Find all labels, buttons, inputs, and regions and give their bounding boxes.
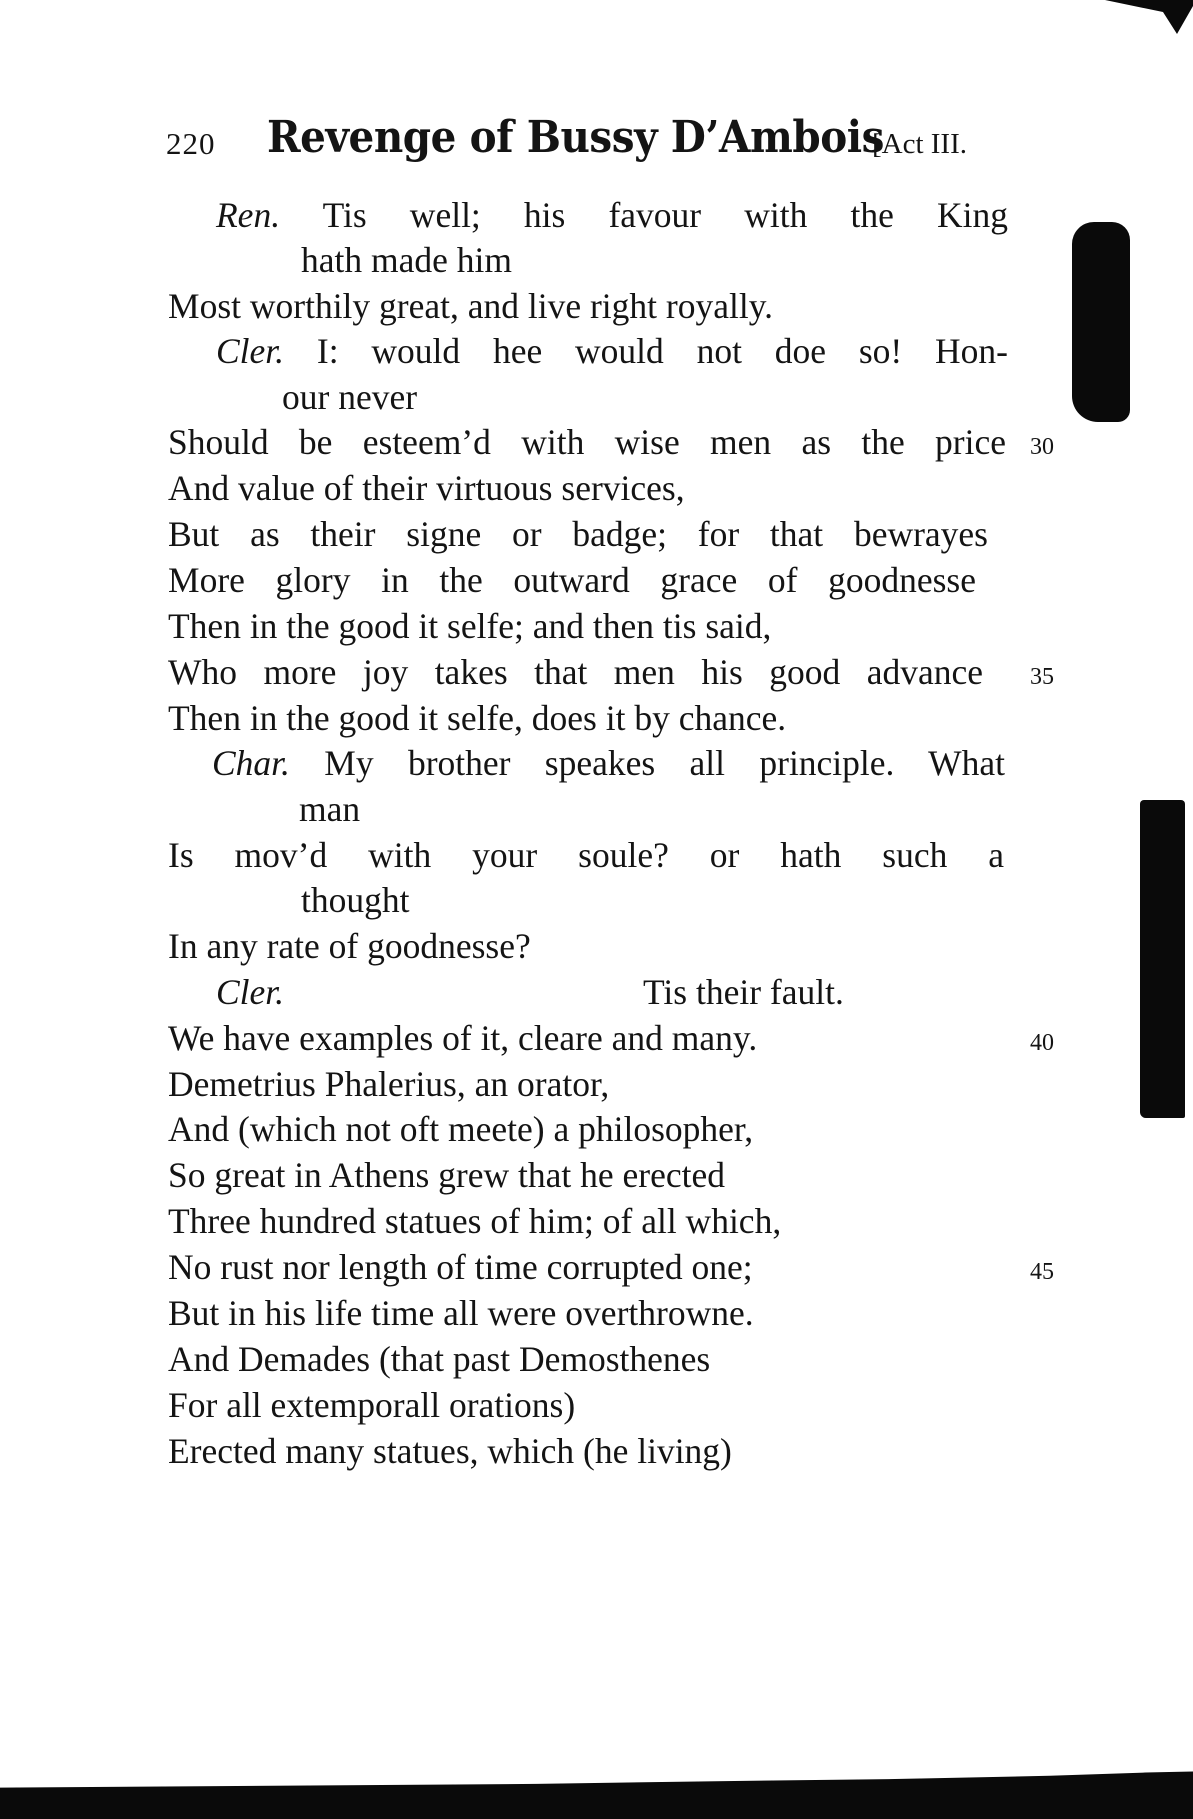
running-title: Revenge of Bussy D’Ambois bbox=[267, 112, 885, 163]
verse-line: Cler. Tis their fault. bbox=[216, 972, 844, 1012]
verse-line: We have examples of it, cleare and many. bbox=[168, 1018, 758, 1058]
verse-line: Then in the good it selfe, does it by chance. bbox=[168, 698, 787, 738]
verse-line: Cler. I: would hee would not doe so! Hon- bbox=[216, 331, 1008, 371]
verse-line: Three hundred statues of him; of all which, bbox=[168, 1201, 782, 1241]
speaker-name: Cler. bbox=[216, 972, 285, 1012]
line-number: 35 bbox=[1030, 664, 1054, 690]
speaker-name: Ren. bbox=[216, 195, 281, 235]
scan-edge-mark-middle bbox=[1140, 800, 1185, 1118]
scan-edge-mark-upper bbox=[1072, 222, 1130, 422]
line-number: 40 bbox=[1030, 1030, 1054, 1056]
verse-line: Then in the good it selfe; and then tis said, bbox=[168, 606, 772, 646]
verse-line: Most worthily great, and live right royally. bbox=[168, 286, 774, 326]
running-header bbox=[166, 112, 1026, 172]
verse-line: Erected many statues, which (he living) bbox=[168, 1431, 732, 1471]
verse-line: Demetrius Phalerius, an orator, bbox=[168, 1064, 610, 1104]
verse-line: Ren. Tis well; his favour with the King bbox=[216, 195, 1008, 235]
verse-line: More glory in the outward grace of goodnesse bbox=[168, 560, 976, 600]
verse-line: hath made him bbox=[301, 240, 512, 280]
verse-line: But as their signe or badge; for that bewrayes bbox=[168, 514, 988, 554]
act-label: [Act III. bbox=[872, 128, 968, 160]
verse-line: So great in Athens grew that he erected bbox=[168, 1155, 725, 1195]
verse-line: In any rate of goodnesse? bbox=[168, 926, 531, 966]
speaker-name: Char. bbox=[212, 743, 290, 783]
verse-line: man bbox=[299, 789, 361, 829]
verse-line: Should be esteem’d with wise men as the price bbox=[168, 422, 1006, 462]
verse-line: And value of their virtuous services, bbox=[168, 468, 685, 508]
verse-line: Is mov’d with your soule? or hath such a bbox=[168, 835, 1004, 875]
verse-line: And Demades (that past Demosthenes bbox=[168, 1339, 711, 1379]
verse-line: No rust nor length of time corrupted one; bbox=[168, 1247, 753, 1287]
speaker-name: Cler. bbox=[216, 331, 285, 371]
scan-edge-mark-bottom bbox=[0, 1765, 1193, 1819]
verse-line: And (which not oft meete) a philosopher, bbox=[168, 1109, 754, 1149]
verse-line: For all extemporall orations) bbox=[168, 1385, 576, 1425]
verse-line: But in his life time all were overthrowne. bbox=[168, 1293, 754, 1333]
line-number: 45 bbox=[1030, 1259, 1054, 1285]
verse-line: Char. My brother speakes all principle. What bbox=[212, 743, 1005, 783]
verse-line: Who more joy takes that men his good advance bbox=[168, 652, 983, 692]
corner-arrow-mark bbox=[1105, 0, 1193, 40]
line-number: 30 bbox=[1030, 434, 1054, 460]
verse-line: our never bbox=[282, 377, 418, 417]
verse-line: thought bbox=[301, 880, 410, 920]
page-number: 220 bbox=[166, 126, 216, 161]
